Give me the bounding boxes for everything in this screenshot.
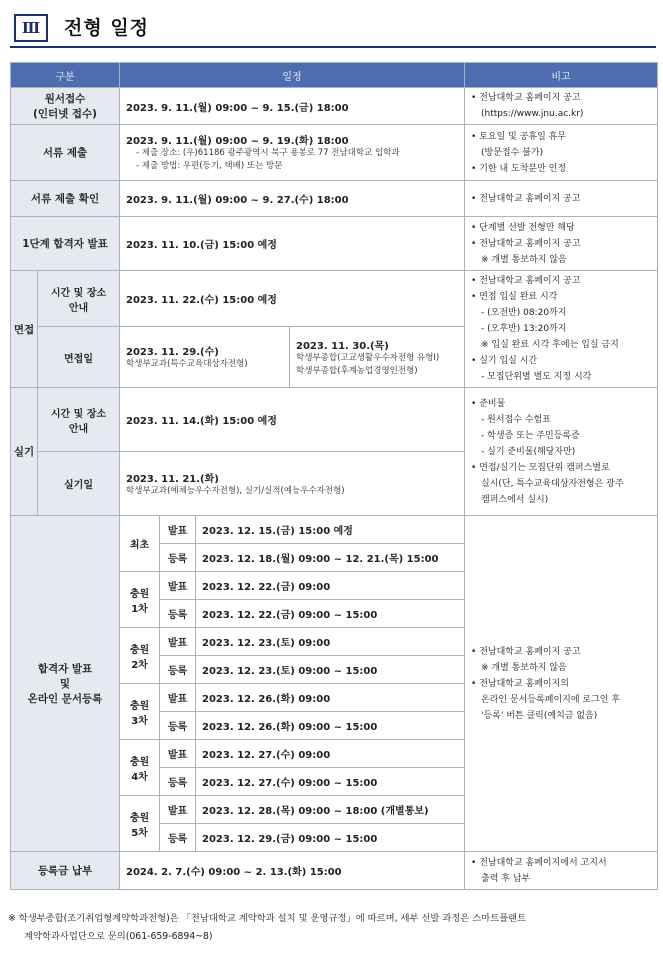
table-row-document (11, 125, 658, 181)
document-notes: • 토요일 및 공휴일 휴무 (방문접수 불가) • 기한 내 도착분만 인정 (465, 125, 658, 181)
stage1-date: 2023. 11. 10.(금) 15:00 예정 (120, 217, 465, 271)
results-label: 합격자 발표 및 온라인 문서등록 (11, 516, 120, 852)
interview-day-label: 면접일 (38, 327, 120, 388)
round-4-register-date: 2023. 12. 27.(수) 09:00 ~ 15:00 (196, 768, 465, 796)
round-4-name: 충원 4차 (120, 740, 160, 796)
doc-check-date: 2023. 9. 11.(월) 09:00 ~ 9. 27.(수) 18:00 (120, 181, 465, 217)
round-3-name: 충원 3차 (120, 684, 160, 740)
schedule-table (10, 62, 658, 890)
round-1-name: 충원 1차 (120, 572, 160, 628)
round-3-register-label: 등록 (160, 712, 196, 740)
round-4-register-label: 등록 (160, 768, 196, 796)
document-label: 서류 제출 (11, 125, 120, 181)
section-heading (10, 12, 656, 48)
round-0-name: 최초 (120, 516, 160, 572)
stage1-notes: • 단계별 선발 전형만 해당 • 전남대학교 홈페이지 공고 ※ 개별 통보하지 않음 (465, 217, 658, 271)
results-notes: • 전남대학교 홈페이지 공고 ※ 개별 통보하지 않음 • 전남대학교 홈페이지의 온라인 문서등록페이지에 로그인 후 '등록' 버튼 클릭(예치금 없음) (465, 516, 658, 852)
round-4-announce-date: 2023. 12. 27.(수) 09:00 (196, 740, 465, 768)
round-5-register-label: 등록 (160, 824, 196, 852)
table-row-practical-time (11, 388, 658, 452)
round-2-announce-date: 2023. 12. 23.(토) 09:00 (196, 628, 465, 656)
practical-group-label: 실기 (11, 388, 38, 516)
round-2-register-date: 2023. 12. 23.(토) 09:00 ~ 15:00 (196, 656, 465, 684)
tuition-notes: • 전남대학교 홈페이지에서 고지서 출력 후 납부 (465, 852, 658, 890)
table-row-doc-check (11, 181, 658, 217)
interview-time-date: 2023. 11. 22.(수) 15:00 예정 (120, 271, 465, 327)
interview-day-a: 2023. 11. 29.(수) 학생부교과(특수교육대상자전형) (120, 327, 290, 388)
round-3-announce-date: 2023. 12. 26.(화) 09:00 (196, 684, 465, 712)
round-5-register-date: 2023. 12. 29.(금) 09:00 ~ 15:00 (196, 824, 465, 852)
round-5-announce-date: 2023. 12. 28.(목) 09:00 ~ 18:00 (개별통보) (196, 796, 465, 824)
doc-check-notes: • 전남대학교 홈페이지 공고 (465, 181, 658, 217)
application-label: 원서접수 (인터넷 접수) (11, 88, 120, 125)
practical-day-date: 2023. 11. 21.(화) 학생부교과(예체능우수자전형), 실기/실적(예능우수자전형) (120, 452, 465, 516)
practical-day-label: 실기일 (38, 452, 120, 516)
footnote-line1: ※ 학생부종합(조기취업형계약학과전형)은 「전남대학교 계약학과 설치 및 운영규정」에 따르며, 세부 선발 과정은 스마트플랜트 (8, 913, 527, 924)
doc-check-label: 서류 제출 확인 (11, 181, 120, 217)
round-3-register-date: 2023. 12. 26.(화) 09:00 ~ 15:00 (196, 712, 465, 740)
section-numeral: Ⅲ (14, 14, 48, 42)
round-1-register-date: 2023. 12. 22.(금) 09:00 ~ 15:00 (196, 600, 465, 628)
round-5-announce-label: 발표 (160, 796, 196, 824)
application-date: 2023. 9. 11.(월) 09:00 ~ 9. 15.(금) 18:00 (120, 88, 465, 125)
practical-time-date: 2023. 11. 14.(화) 15:00 예정 (120, 388, 465, 452)
footnote-line2: 계약학과사업단으로 문의(061-659-6894~8) (24, 931, 213, 942)
table-header-row (11, 63, 658, 88)
round-2-name: 충원 2차 (120, 628, 160, 684)
round-1-register-label: 등록 (160, 600, 196, 628)
document-date: 2023. 9. 11.(월) 09:00 ~ 9. 19.(화) 18:00 - 제출 장소: (우)61186 광주광역시 북구 용봉로 77 전남대학교 입학과 - 제출 방법: 우편(등기, 택배) 또는 방문 (120, 125, 465, 181)
section-title: 전형 일정 (64, 17, 150, 39)
practical-notes: • 준비물 - 원서접수 수험표 - 학생증 또는 주민등록증 - 실기 준비물(해당자만) • 면접/실기는 모집단위 캠퍼스별로 실시(단, 특수교육대상자전형은 광주 캠퍼스에서 실시) (465, 388, 658, 516)
header-schedule: 일정 (120, 63, 465, 88)
header-category: 구분 (11, 63, 120, 88)
table-row-interview-time (11, 271, 658, 327)
footnote (8, 910, 658, 946)
round-0-register-label: 등록 (160, 544, 196, 572)
interview-day-b: 2023. 11. 30.(목) 학생부종합(고교생활우수자전형 유형Ⅰ) 학생부종합(후계농업경영인전형) (290, 327, 465, 388)
round-4-announce-label: 발표 (160, 740, 196, 768)
round-2-register-label: 등록 (160, 656, 196, 684)
practical-time-label: 시간 및 장소 안내 (38, 388, 120, 452)
tuition-date: 2024. 2. 7.(수) 09:00 ~ 2. 13.(화) 15:00 (120, 852, 465, 890)
interview-group-label: 면접 (11, 271, 38, 388)
round-2-announce-label: 발표 (160, 628, 196, 656)
header-note: 비고 (465, 63, 658, 88)
interview-notes: • 전남대학교 홈페이지 공고 • 면접 입실 완료 시각 - (오전반) 08:20까지 - (오후반) 13:20까지 ※ 입실 완료 시각 후에는 입실 금지 • 실기 입실 시간 - 모집단위별 별도 지정 시각 (465, 271, 658, 388)
interview-time-label: 시간 및 장소 안내 (38, 271, 120, 327)
application-notes: • 전남대학교 홈페이지 공고 (https://www.jnu.ac.kr) (465, 88, 658, 125)
round-3-announce-label: 발표 (160, 684, 196, 712)
round-0-announce-label: 발표 (160, 516, 196, 544)
round-0-announce-date: 2023. 12. 15.(금) 15:00 예정 (196, 516, 465, 544)
table-row-round-0-announce (11, 516, 658, 544)
stage1-label: 1단계 합격자 발표 (11, 217, 120, 271)
round-1-announce-date: 2023. 12. 22.(금) 09:00 (196, 572, 465, 600)
round-5-name: 충원 5차 (120, 796, 160, 852)
round-0-register-date: 2023. 12. 18.(월) 09:00 ~ 12. 21.(목) 15:00 (196, 544, 465, 572)
tuition-label: 등록금 납부 (11, 852, 120, 890)
table-row-stage1 (11, 217, 658, 271)
table-row-tuition (11, 852, 658, 890)
round-1-announce-label: 발표 (160, 572, 196, 600)
table-row-application (11, 88, 658, 125)
